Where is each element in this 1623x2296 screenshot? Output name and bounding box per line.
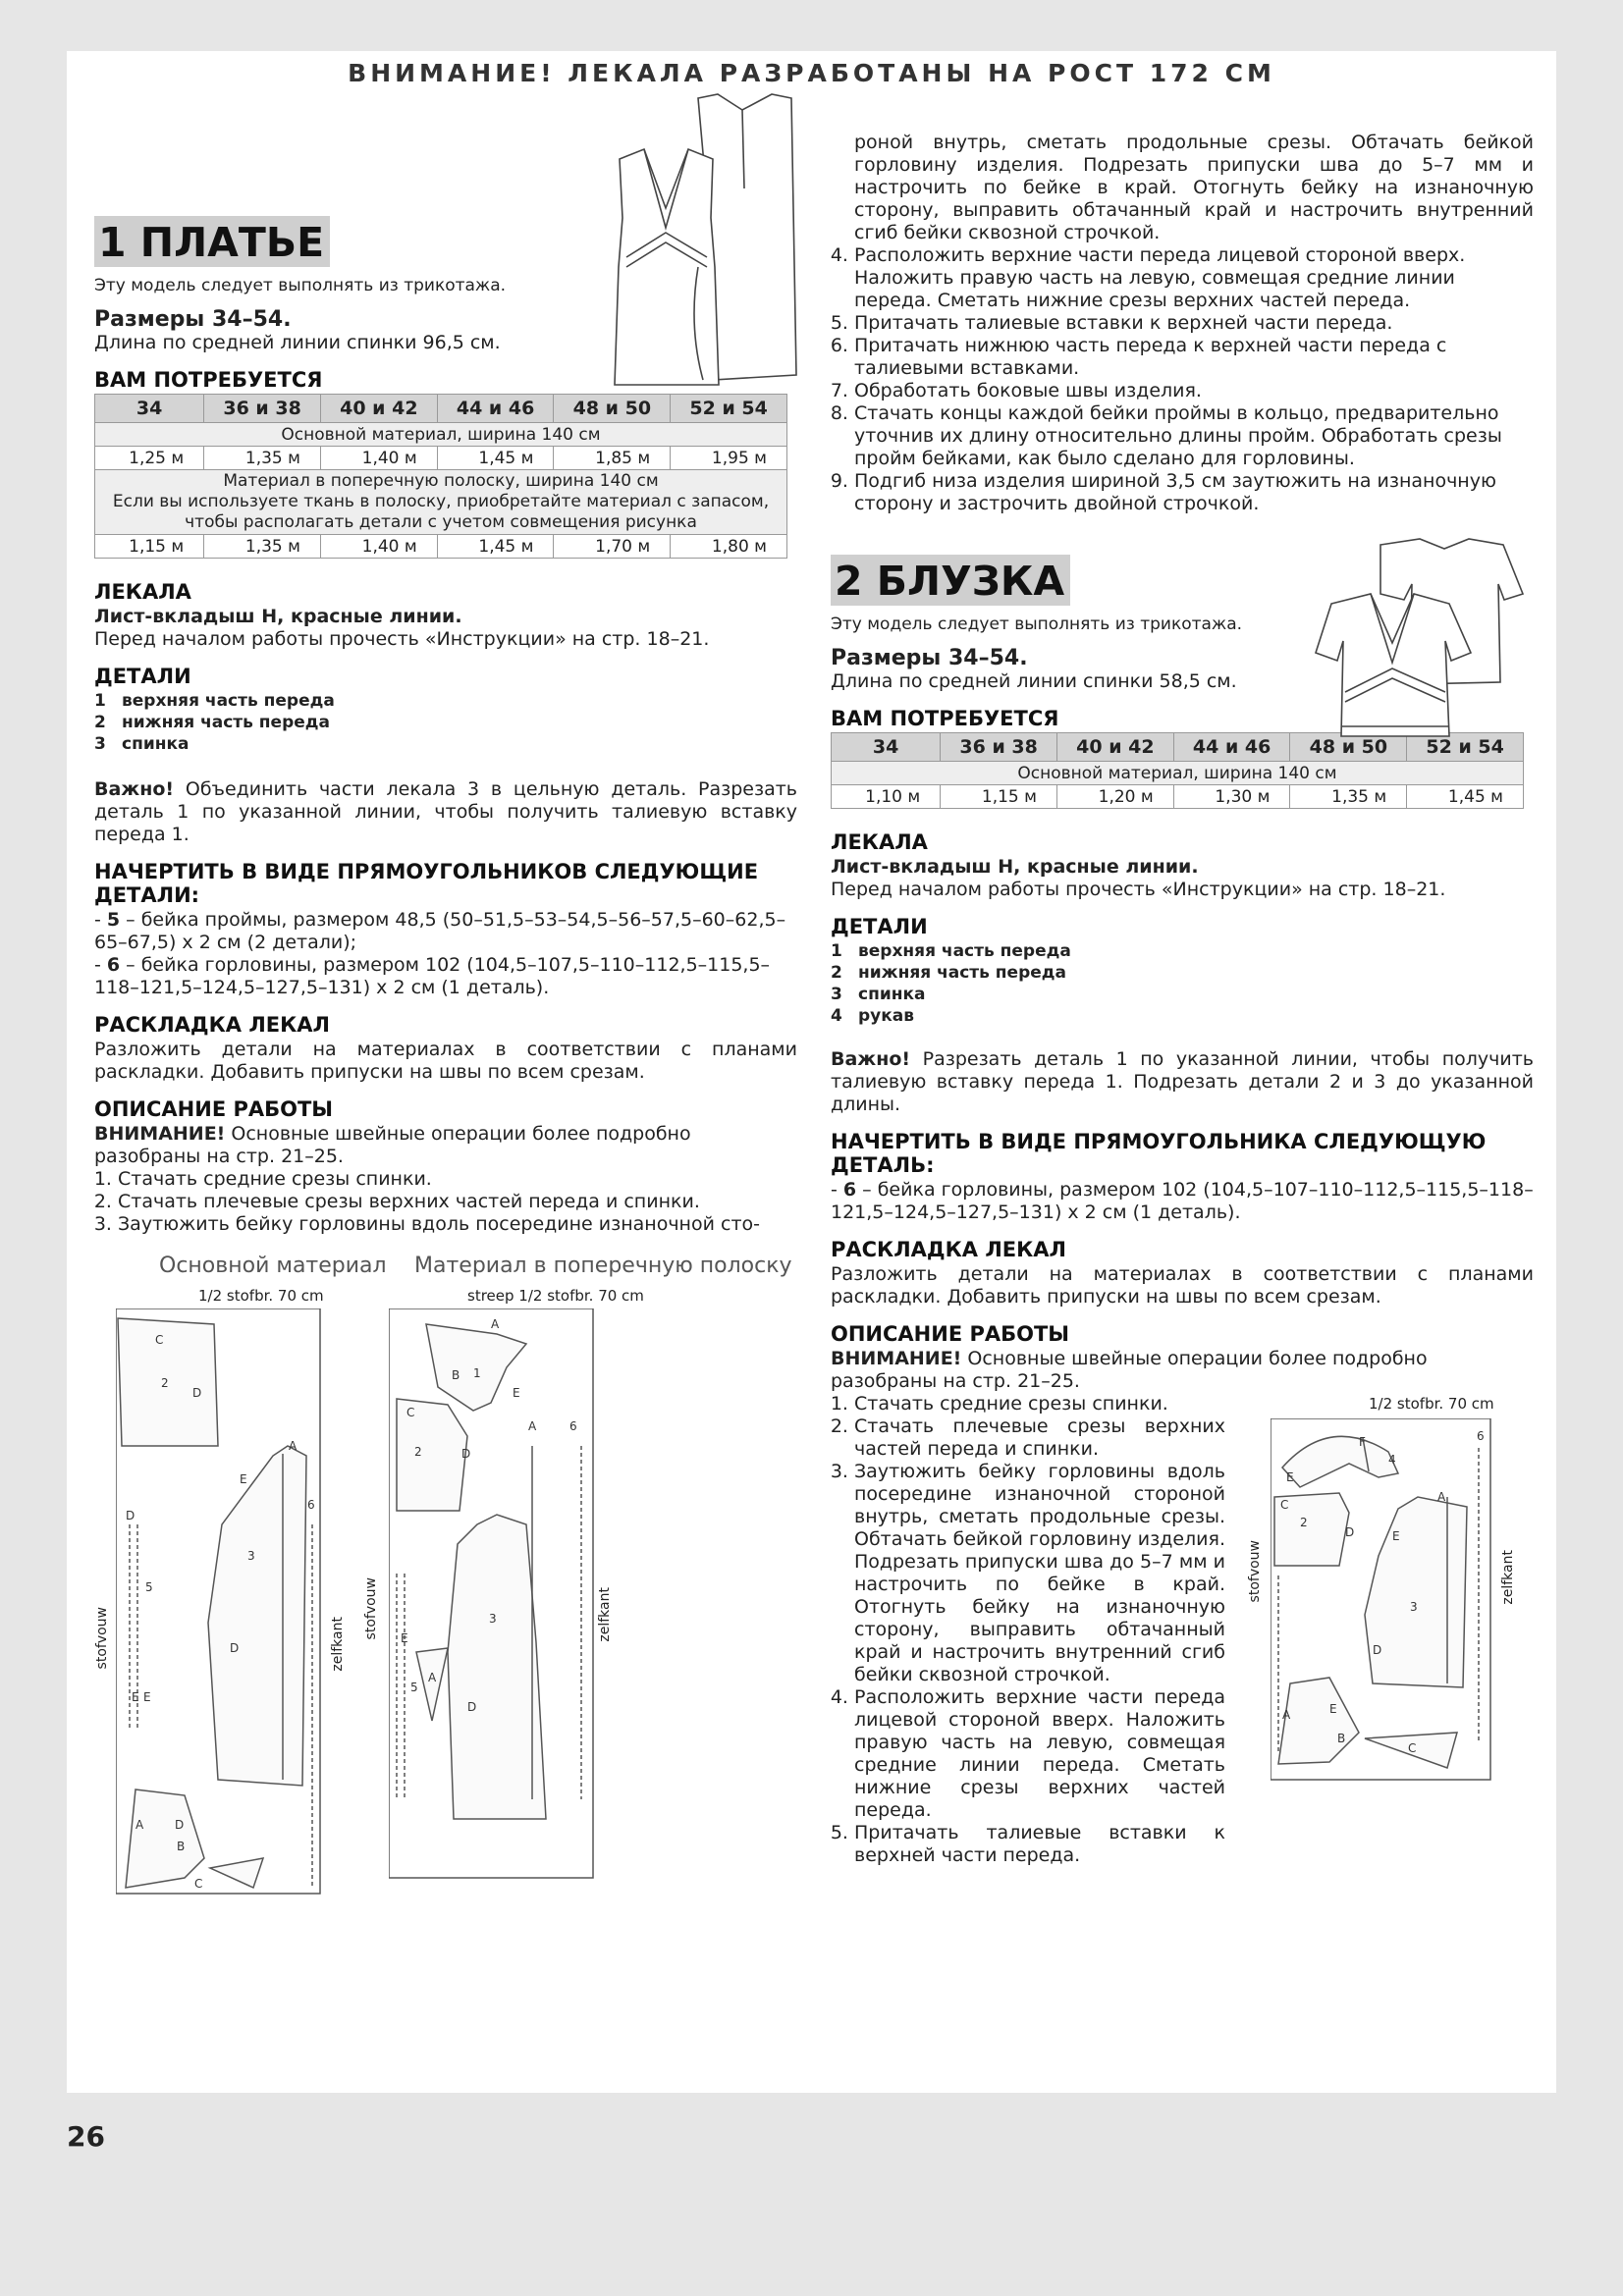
dress-instructions: Перед началом работы прочесть «Инструкции» на стр. 18–21. [94,628,710,650]
blouse-draw-heading: НАЧЕРТИТЬ В ВИДЕ ПРЯМОУГОЛЬНИКА СЛЕДУЮЩУЮ ДЕТАЛЬ: [831,1130,1487,1177]
svg-text:A: A [1437,1490,1446,1504]
important-lead: Важно! [94,778,175,800]
table-cell: 1,45 м [437,535,554,559]
attention-text: Основные швейные операции более подробно разобраны на стр. 21–25. [94,1123,691,1167]
svg-text:E: E [132,1690,139,1704]
blouse-attention [831,1348,1534,1393]
svg-text:C: C [1408,1741,1417,1755]
blouse-steps-area [831,1393,1534,1867]
table-cell: 1,45 м [437,447,554,470]
draw-item-text: – бейка горловины, размером 102 (104,5–107–110–112,5–115,5–118–121,5–124,5–127,5–131) х 2 см (1 деталь). [831,1179,1534,1223]
svg-text:E: E [1392,1529,1400,1543]
main-material-layout [116,1308,322,1897]
dress-important [94,778,797,846]
blouse-layout-text: Разложить детали на материалах в соответствии с планами раскладки. Добавить припуски на швы по всем срезам. [831,1263,1534,1308]
svg-text:E: E [143,1690,151,1704]
table-cell: 1,70 м [554,535,671,559]
svg-text:D: D [192,1386,202,1400]
detail-name: спинка [858,985,926,1004]
draw-item-text: – бейка горловины, размером 102 (104,5–107,5–110–112,5–115,5–118–121,5–124,5–127,5–131) х 2 см (1 деталь). [94,954,771,998]
diagram-label-stripe: Материал в поперечную полоску [414,1254,792,1278]
table-cell: 1,25 м [95,447,204,470]
detail-name: нижняя часть переда [858,963,1066,983]
important-text: Объединить части лекала 3 в цельную деталь. Разрезать деталь 1 по указанной линии, чтобы получить талиевую вставку переда 1. [94,778,797,845]
table-header-cell: 40 и 42 [1056,733,1173,762]
attention-text: Основные швейные операции более подробно разобраны на стр. 21–25. [831,1348,1428,1392]
step-item: 9. Подгиб низа изделия шириной 3,5 см заутюжить на изнаночную сторону и застрочить двойной строчкой. [854,470,1534,515]
step-item: 5. Притачать талиевые вставки к верхней части переда. [854,1822,1225,1867]
table-cell: 1,40 м [320,535,437,559]
table-header-cell: 34 [95,395,204,423]
draw-item-number: 6 [106,954,121,976]
svg-text:B: B [1337,1732,1346,1745]
dress-draw-item: - 6 – бейка горловины, размером 102 (104,5–107,5–110–112,5–115,5–118–121,5–124,5–127,5–131) х 2 см (1 деталь). [94,954,771,998]
zelfkant-label: zelfkant [597,1587,613,1642]
dress-steps-left [94,1168,797,1236]
table-header-cell: 34 [832,733,941,762]
dress-column [94,133,797,1931]
blouse-title: 2 БЛУЗКА [831,555,1070,606]
svg-text:3: 3 [1410,1600,1418,1614]
stofvouw-label: stofvouw [94,1607,110,1670]
svg-text:A: A [1282,1708,1291,1722]
blouse-steps [831,1393,1225,1867]
table-cell: 1,15 м [95,535,204,559]
detail-number: 4 [831,1006,842,1026]
svg-text:3: 3 [489,1612,497,1626]
zelfkant-label: zelfkant [1500,1550,1516,1605]
dress-layout-heading: РАСКЛАДКА ЛЕКАЛ [94,1013,330,1037]
svg-text:E: E [240,1472,247,1486]
diagram-width-main: 1/2 stofbr. 70 cm [198,1287,324,1305]
table-cell: 1,35 м [204,447,321,470]
table-header-cell: 52 и 54 [671,395,787,423]
blouse-sheet: Лист-вкладыш Н, красные линии. [831,856,1199,878]
table-cell: 1,20 м [1056,785,1173,809]
svg-text:4: 4 [1388,1453,1396,1467]
svg-text:A: A [135,1818,144,1832]
svg-text:E: E [513,1386,520,1400]
diagram-label-main: Основной материал [159,1254,387,1278]
table-cell: 1,95 м [671,447,787,470]
step-item: 4. Расположить верхние части переда лицевой стороной вверх. Наложить правую часть на левую, совмещая средние линии переда. Сметать нижние срезы верхних частей переда. [854,1686,1225,1822]
important-lead: Важно! [831,1048,911,1070]
blouse-layout-heading: РАСКЛАДКА ЛЕКАЛ [831,1238,1066,1261]
zelfkant-label: zelfkant [330,1617,346,1672]
table-header-cell: 36 и 38 [941,733,1057,762]
detail-number: 2 [831,963,842,983]
table-header-cell: 36 и 38 [204,395,321,423]
detail-number: 3 [94,734,106,754]
svg-text:D: D [126,1509,135,1522]
step-item: 3. Заутюжить бейку горловины вдоль посередине изнаночной сто- [118,1213,797,1236]
table-header-cell: 52 и 54 [1407,733,1524,762]
step-item: 7. Обработать боковые швы изделия. [854,380,1534,402]
table-header-cell: 48 и 50 [554,395,671,423]
step-item: 2. Стачать плечевые срезы верхних частей переда и спинки. [854,1415,1225,1461]
table-cell: 1,45 м [1407,785,1524,809]
dress-materials-table [94,394,787,559]
table-header-cell: 44 и 46 [437,395,554,423]
diagram-width-stripe: streep 1/2 stofbr. 70 cm [467,1287,644,1305]
attention-lead: ВНИМАНИЕ! [94,1123,226,1145]
stripe-material-layout [389,1308,595,1897]
blouse-intro: Эту модель следует выполнять из трикотажа. [831,614,1243,634]
svg-text:E: E [401,1631,408,1645]
dress-sheet: Лист-вкладыш Н, красные линии. [94,606,462,627]
detail-name: нижняя часть переда [122,713,330,732]
svg-text:D: D [1345,1525,1355,1539]
blouse-work-heading: ОПИСАНИЕ РАБОТЫ [831,1322,1070,1346]
dress-work-heading: ОПИСАНИЕ РАБОТЫ [94,1097,334,1121]
blouse-details-list [831,940,1534,1027]
dress-details-list [94,690,797,755]
step-item: 8. Стачать концы каждой бейки проймы в кольцо, предварительно уточнив их длину относительно длины пройм. Обработать срезы пройм бейками, как было сделано для горловины. [854,402,1534,470]
table-cell: 1,15 м [941,785,1057,809]
blouse-diagram-width: 1/2 stofbr. 70 cm [1369,1395,1494,1413]
blouse-need-heading: ВАМ ПОТРЕБУЕТСЯ [831,707,1059,730]
dress-title: 1 ПЛАТЬЕ [94,216,330,267]
svg-text:C: C [406,1406,415,1419]
table-cell: 1,10 м [832,785,941,809]
svg-text:2: 2 [414,1445,422,1459]
table-header-cell: 40 и 42 [320,395,437,423]
dress-attention [94,1123,797,1168]
svg-text:B: B [177,1840,186,1853]
blouse-section [831,555,1534,1867]
stofvouw-label: stofvouw [1247,1540,1263,1603]
dress-length: Длина по средней линии спинки 96,5 см. [94,332,501,353]
detail-name: рукав [858,1006,915,1026]
detail-name: верхняя часть переда [122,691,335,711]
dress-illustration [605,90,801,404]
svg-text:D: D [467,1700,477,1714]
step-item: 3. Заутюжить бейку горловины вдоль посередине изнаночной стороной внутрь, сметать продольные срезы. Обтачать бейкой горловину изделия. Подрезать припуски шва до 5–7 мм и настрочить по бейке в край. Отогнуть бейку на изнаночную сторону, выправить обтачанный край и настрочить внутренний сгиб бейки сквозной строчкой. [854,1461,1225,1686]
stofvouw-label: stofvouw [363,1577,379,1640]
table-cell: 1,40 м [320,447,437,470]
dress-steps-right [831,244,1534,515]
detail-number: 1 [831,941,842,961]
svg-text:6: 6 [307,1498,315,1512]
step-item: 1. Стачать средние срезы спинки. [118,1168,797,1191]
svg-text:2: 2 [1300,1516,1308,1529]
dress-intro: Эту модель следует выполнять из трикотажа. [94,276,507,295]
dress-lekala-heading: ЛЕКАЛА [94,580,191,604]
step-item: 2. Стачать плечевые срезы верхних частей переда и спинки. [118,1191,797,1213]
svg-text:C: C [1280,1498,1289,1512]
svg-text:E: E [1329,1702,1337,1716]
svg-text:A: A [491,1317,500,1331]
blouse-instructions: Перед началом работы прочесть «Инструкции» на стр. 18–21. [831,879,1446,900]
detail-number: 2 [94,713,106,732]
table-cell: 1,35 м [1290,785,1407,809]
svg-text:C: C [155,1333,164,1347]
step-item: 1. Стачать средние срезы спинки. [854,1393,1225,1415]
svg-text:C: C [194,1877,203,1891]
svg-text:D: D [230,1641,240,1655]
important-text: Разрезать деталь 1 по указанной линии, чтобы получить талиевую вставку переда 1. Подрезать детали 2 и 3 до указанной длины. [831,1048,1534,1115]
attention-lead: ВНИМАНИЕ! [831,1348,962,1369]
dress-layout-text: Разложить детали на материалах в соответствии с планами раскладки. Добавить припуски на швы по всем срезам. [94,1039,797,1083]
page-number: 26 [67,2120,105,2153]
table-header-cell: 48 и 50 [1290,733,1407,762]
svg-text:A: A [528,1419,537,1433]
detail-number: 1 [94,691,106,711]
stripe-label-line: Материал в поперечную полоску, ширина 140 см [223,471,659,491]
step-item: 4. Расположить верхние части переда лицевой стороной вверх. Наложить правую часть на левую, совмещая средние линии переда. Сметать нижние срезы верхних частей переда. [854,244,1534,312]
svg-text:B: B [452,1368,460,1382]
dress-need-heading: ВАМ ПОТРЕБУЕТСЯ [94,368,323,392]
draw-item-number: 6 [842,1179,857,1201]
detail-name: верхняя часть переда [858,941,1071,961]
detail-name: спинка [122,734,189,754]
dress-draw-heading: НАЧЕРТИТЬ В ВИДЕ ПРЯМОУГОЛЬНИКОВ СЛЕДУЮЩИЕ ДЕТАЛИ: [94,860,759,907]
blouse-length: Длина по средней линии спинки 58,5 см. [831,670,1237,692]
table-cell: 1,30 м [1173,785,1290,809]
svg-text:6: 6 [569,1419,577,1433]
svg-text:6: 6 [1477,1429,1485,1443]
table-span-label [95,470,787,535]
dress-layout-diagrams [94,1254,797,1931]
draw-item-text: – бейка проймы, размером 48,5 (50–51,5–53–54,5–56–57,5–60–62,5–65–67,5) х 2 см (2 детали); [94,909,786,953]
table-cell: 1,80 м [671,535,787,559]
dress-sizes: Размеры 34–54. [94,307,292,332]
blouse-lekala-heading: ЛЕКАЛА [831,830,928,854]
dress-step3-continued: роной внутрь, сметать продольные срезы. Обтачать бейкой горловину изделия. Подрезать припуски шва до 5–7 мм и настрочить по бейке в край. Отогнуть бейку на изнаночную сторону, выправить обтачанный край и настрочить внутренний сгиб бейки сквозной строчкой. [854,132,1534,243]
blouse-draw-item: - 6 – бейка горловины, размером 102 (104,5–107–110–112,5–115,5–118–121,5–124,5–127,5–131) х 2 см (1 деталь). [831,1179,1534,1223]
svg-text:D: D [461,1447,471,1461]
svg-text:3: 3 [247,1549,255,1563]
step-item: 5. Притачать талиевые вставки к верхней части переда. [854,312,1534,335]
page-header: ВНИМАНИЕ! ЛЕКАЛА РАЗРАБОТАНЫ НА РОСТ 172 СМ [348,59,1275,87]
svg-text:D: D [175,1818,185,1832]
svg-text:5: 5 [145,1580,153,1594]
table-header-cell: 44 и 46 [1173,733,1290,762]
right-column [831,133,1534,1867]
detail-number: 3 [831,985,842,1004]
table-span-label: Основной материал, ширина 140 см [95,423,787,447]
svg-text:F: F [1359,1435,1366,1449]
svg-text:A: A [428,1671,437,1684]
svg-text:1: 1 [473,1366,481,1380]
blouse-important [831,1048,1534,1116]
dress-details-heading: ДЕТАЛИ [94,665,191,688]
blouse-illustration [1302,535,1528,751]
svg-text:5: 5 [410,1681,418,1694]
draw-item-number: 5 [106,909,121,931]
blouse-details-heading: ДЕТАЛИ [831,915,928,938]
table-cell: 1,85 м [554,447,671,470]
blouse-sizes: Размеры 34–54. [831,646,1028,670]
stripe-label-line: чтобы располагать детали с учетом совмещения рисунка [185,512,697,532]
svg-text:2: 2 [161,1376,169,1390]
svg-text:D: D [1373,1643,1382,1657]
table-span-label: Основной материал, ширина 140 см [832,762,1524,785]
stripe-label-line: Если вы используете ткань в полоску, приобретайте материал с запасом, [112,492,770,511]
dress-draw-item: - 5 – бейка проймы, размером 48,5 (50–51,5–53–54,5–56–57,5–60–62,5–65–67,5) х 2 см (2 детали); [94,909,786,953]
table-cell: 1,35 м [204,535,321,559]
svg-text:E: E [1286,1470,1294,1484]
svg-text:A: A [289,1439,298,1453]
step-item: 6. Притачать нижнюю часть переда к верхней части переда с талиевыми вставками. [854,335,1534,380]
magazine-page [67,51,1556,2093]
blouse-layout-diagram [1271,1418,1492,1782]
